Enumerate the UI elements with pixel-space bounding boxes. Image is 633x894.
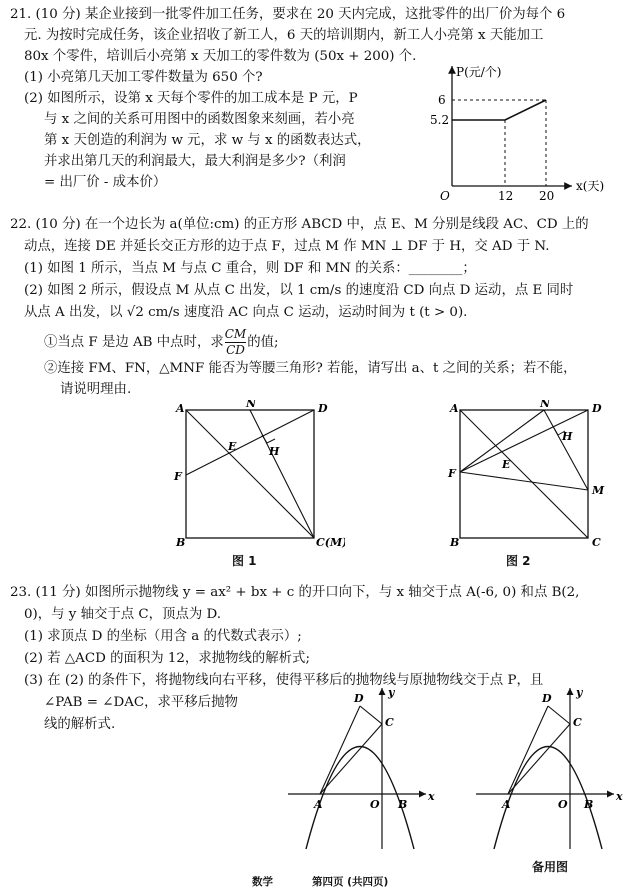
p1-label-b: B (398, 798, 408, 811)
q22-fraction-num: CM (224, 327, 247, 341)
q21-line-1: 21. (10 分) 某企业接到一批零件加工任务，要求在 20 天内完成，这批零件的出厂价为每个 6 (10, 7, 566, 22)
q21-part-2-line-3: 第 x 天创造的利润为 w 元，求 w 与 x 的函数表达式， (44, 133, 371, 148)
footer-subject: 数学 (252, 876, 273, 888)
p2-label-x: x (616, 790, 623, 803)
q23-spare-figure (474, 684, 629, 858)
q22-line-2: 动点，连接 DE 并延长交正方形的边于点 F，过点 M 作 MN ⊥ DF 于 H，交 AD 于 N. (24, 239, 550, 254)
p2-line-dc (548, 706, 570, 724)
q22-fraction-den: CD (226, 343, 245, 357)
q21-function-line (452, 100, 546, 120)
q21-tick-12: 12 (498, 189, 514, 202)
fig2-label-e: E (502, 458, 511, 471)
q23-parabola-figure (286, 684, 446, 858)
p1-line-ad (320, 706, 360, 794)
p1-label-o: O (370, 798, 380, 811)
fig2-label-a: A (450, 402, 459, 415)
q21-part-2-line-1: (2) 如图所示，设第 x 天每个零件的加工成本是 P 元，P (24, 91, 358, 106)
fig2-label-d: D (592, 402, 602, 415)
q22-sub-1-tail: 的值; (247, 335, 279, 350)
fig2-label-m: M (592, 484, 605, 497)
fig1-label-d: D (318, 402, 328, 415)
fig1-line-mn (250, 410, 314, 538)
q22-figure-1 (170, 400, 345, 568)
q22-sub-1-text: ①当点 F 是边 AB 中点时，求 (44, 335, 224, 350)
fig1-label-h: H (269, 445, 280, 458)
p1-label-a: A (314, 798, 323, 811)
q22-sub-2-line-2: 请说明理由. (60, 382, 132, 397)
p1-line-dc (360, 706, 382, 724)
fig1-label-e: E (228, 440, 237, 453)
q21-cost-graph (430, 62, 625, 206)
fig1-label-c: C(M) (316, 536, 345, 549)
q22-part-1: (1) 如图 1 所示，当点 M 与点 C 重合，则 DF 和 MN 的关系：________； (24, 261, 476, 276)
q21-part-2-line-2: 与 x 之间的关系可用图中的函数图象来刻画，若小亮 (44, 112, 355, 127)
p2-label-d: D (542, 692, 552, 705)
fig1-line-df (186, 410, 314, 475)
fig2-label-f: F (448, 467, 456, 480)
fig2-line-mn (544, 410, 588, 490)
q21-part-2-line-5: = 出厂价 - 成本价） (44, 175, 167, 190)
fig1-caption: 图 1 (232, 554, 257, 568)
p2-line-ac (508, 724, 570, 794)
fig1-label-f: F (174, 470, 182, 483)
fig2-label-c: C (592, 536, 601, 549)
q21-tick-20: 20 (539, 189, 555, 202)
q23-part-3-line-1: (3) 在 (2) 的条件下，将抛物线向右平移，使得平移后的抛物线与原抛物线交于点 P，且 (24, 673, 544, 688)
fig1-label-a: A (176, 402, 185, 415)
p2-line-ad (508, 706, 548, 794)
q21-part-2-line-4: 并求出第几天的利润最大，最大利润是多少?（利润 (44, 154, 346, 169)
p1-label-d: D (354, 692, 364, 705)
q22-figure-2 (444, 400, 619, 568)
q23-part-3-line-2: ∠PAB = ∠DAC，求平移后抛物 (44, 695, 238, 710)
fig1-right-angle (262, 435, 275, 443)
q21-line-3: 80x 个零件，培训后小亮第 x 天加工的零件数为 (50x + 200) 个. (24, 49, 417, 64)
p1-line-ac (320, 724, 382, 794)
q22-part-2-line-1: (2) 如图 2 所示，假设点 M 从点 C 出发，以 1 cm/s 的速度沿 CD 向点 D 运动，点 E 同时 (24, 283, 574, 298)
p2-label-a: A (502, 798, 511, 811)
q23-part-2: (2) 若 △ACD 的面积为 12，求抛物线的解析式; (24, 651, 310, 666)
p1-label-y: y (388, 686, 395, 699)
q22-part-2-line-2: 从点 A 出发，以 √2 cm/s 速度沿 AC 向点 C 运动，运动时间为 t (t > 0). (24, 305, 468, 320)
q21-y-label: P(元/个) (456, 65, 502, 79)
q21-x-label: x(天) (576, 179, 605, 193)
q21-origin: O (440, 189, 450, 202)
q23-spare-caption: 备用图 (532, 860, 569, 874)
q23-line-1: 23. (11 分) 如图所示抛物线 y = ax² + bx + c 的开口向下，与 x 轴交于点 A(-6, 0) 和点 B(2, (10, 585, 580, 600)
p2-label-b: B (584, 798, 594, 811)
q21-part-1: (1) 小亮第几天加工零件数量为 650 个? (24, 70, 263, 85)
q21-tick-5-2: 5.2 (430, 113, 450, 127)
fig2-caption: 图 2 (506, 554, 531, 568)
q22-sub-1 (44, 326, 279, 360)
q23-part-3-line-3: 线的解析式. (44, 717, 116, 732)
fig1-label-n: N (246, 400, 257, 410)
q21-line-2: 元. 为按时完成任务，该企业招收了新工人，6 天的培训期内，新工人小亮第 x 天能加工 (24, 28, 544, 43)
q23-part-1: (1) 求顶点 D 的坐标（用含 a 的代数式表示）; (24, 629, 302, 644)
fig2-label-h: H (562, 430, 573, 443)
q23-line-2: 0)，与 y 轴交于点 C，顶点为 D. (24, 607, 222, 622)
q22-sub-2-line-1: ②连接 FM、FN，△MNF 能否为等腰三角形? 若能，请写出 a、t 之间的关系；若不能， (44, 361, 577, 376)
q22-fraction (225, 327, 246, 358)
footer-page-number: 第四页 (共四页) (312, 876, 389, 888)
p2-label-c: C (573, 716, 582, 729)
p1-label-x: x (428, 790, 435, 803)
fig2-label-b: B (450, 536, 460, 549)
fig1-diagonal-ac (186, 410, 314, 538)
p1-label-c: C (385, 716, 394, 729)
p2-label-o: O (558, 798, 568, 811)
fig2-label-n: N (540, 400, 551, 410)
q22-line-1: 22. (10 分) 在一个边长为 a(单位:cm) 的正方形 ABCD 中，点 E、M 分别是线段 AC、CD 上的 (10, 217, 589, 232)
fig1-label-b: B (176, 536, 186, 549)
p2-label-y: y (576, 686, 583, 699)
q21-tick-6: 6 (438, 93, 446, 107)
